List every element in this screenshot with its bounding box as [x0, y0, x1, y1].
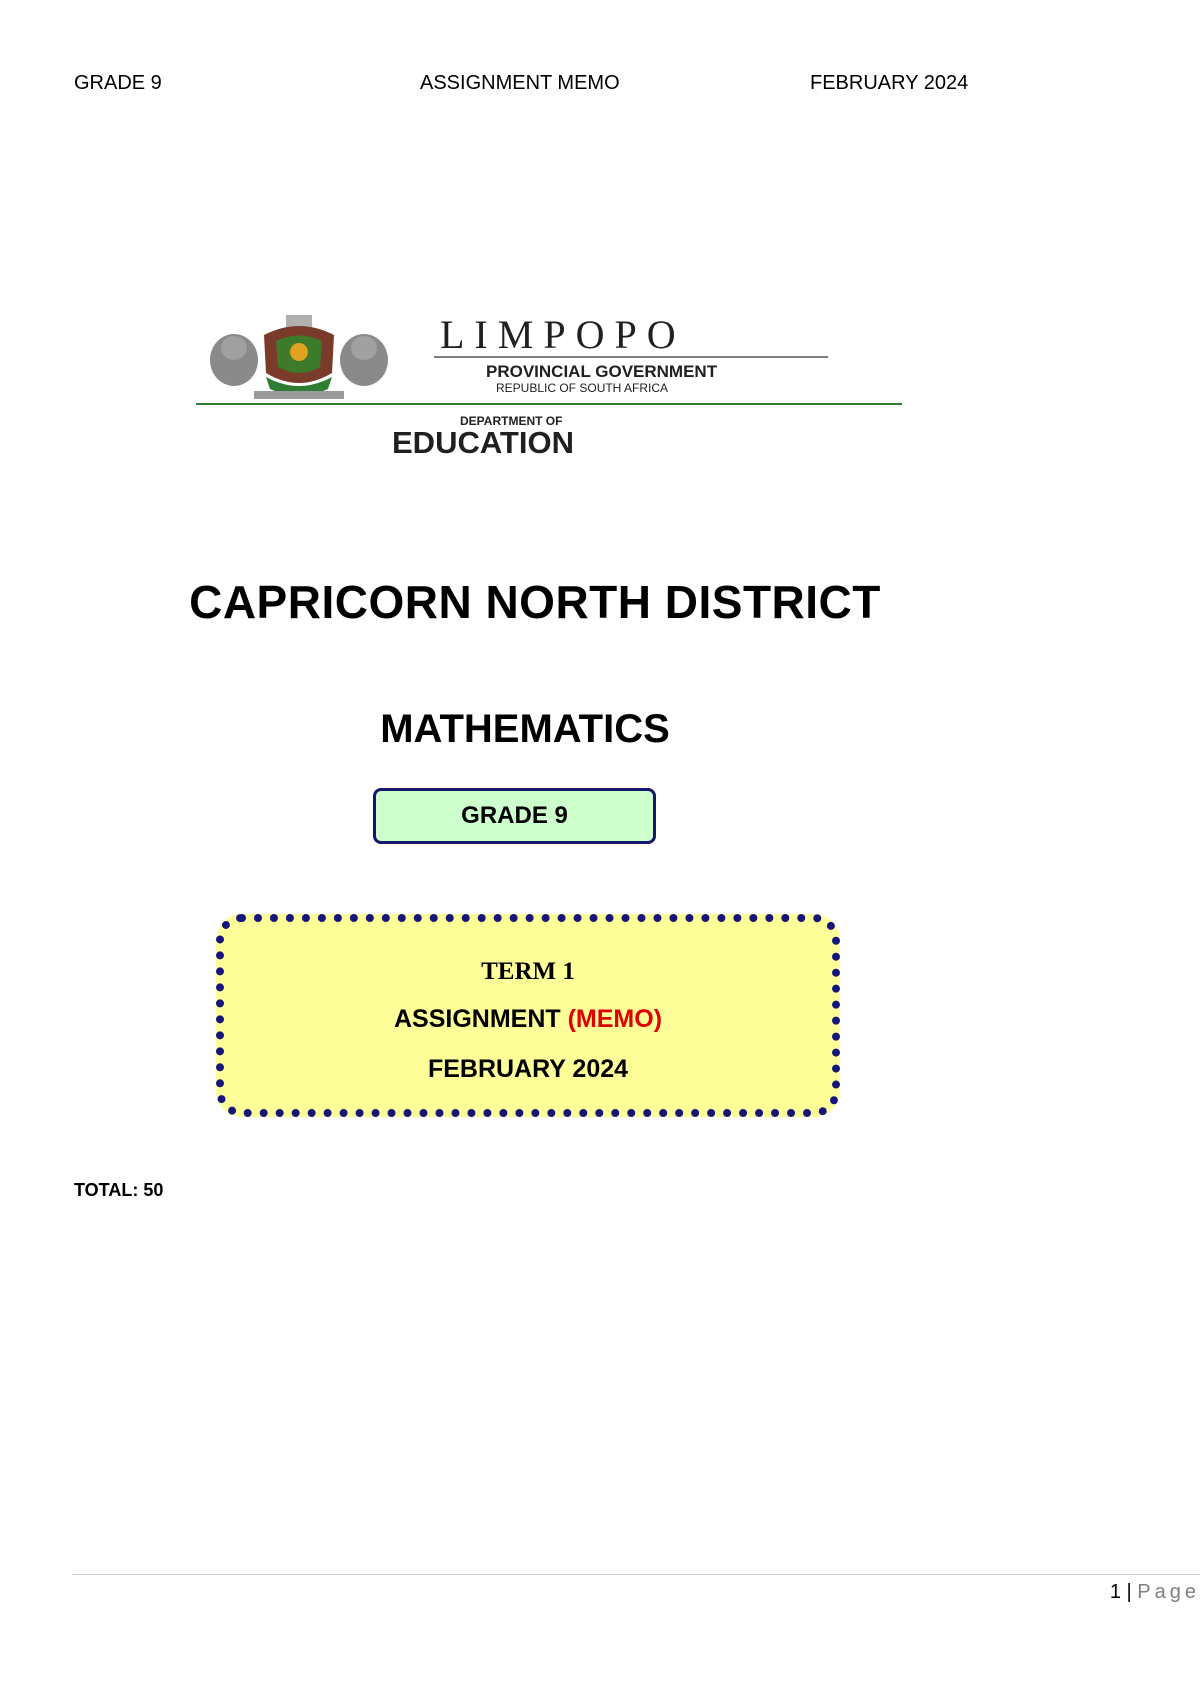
district-title: CAPRICORN NORTH DISTRICT	[189, 576, 881, 628]
coat-of-arms-icon	[210, 315, 388, 399]
page-number: 1	[1109, 1581, 1121, 1603]
term-info-box	[216, 914, 840, 1117]
page-footer	[1110, 1581, 1200, 1604]
subject-title: MATHEMATICS	[380, 707, 670, 751]
logo-province-text: LIMPOPO	[440, 315, 686, 357]
grade-badge	[373, 788, 656, 844]
term-label: TERM 1	[481, 958, 575, 985]
page-label: Page	[1137, 1581, 1200, 1603]
total-marks: TOTAL: 50	[74, 1180, 164, 1200]
term-date: FEBRUARY 2024	[427, 1055, 629, 1083]
footer-divider	[72, 1574, 1200, 1575]
grade-label: GRADE 9	[461, 802, 568, 829]
header-grade: GRADE 9	[74, 72, 162, 94]
header-date: FEBRUARY 2024	[810, 72, 969, 94]
assignment-text: ASSIGNMENT	[393, 1005, 561, 1033]
logo-government-text: PROVINCIAL GOVERNMENT	[486, 362, 718, 381]
page-separator: |	[1126, 1581, 1132, 1603]
logo-department-of-text: DEPARTMENT OF	[460, 414, 563, 428]
assignment-label	[224, 1005, 832, 1034]
memo-text: (MEMO)	[567, 1005, 663, 1033]
logo-republic-text: REPUBLIC OF SOUTH AFRICA	[496, 381, 669, 395]
limpopo-education-logo	[196, 315, 906, 465]
logo-department-text: EDUCATION	[392, 425, 574, 460]
header-title: ASSIGNMENT MEMO	[420, 72, 620, 94]
